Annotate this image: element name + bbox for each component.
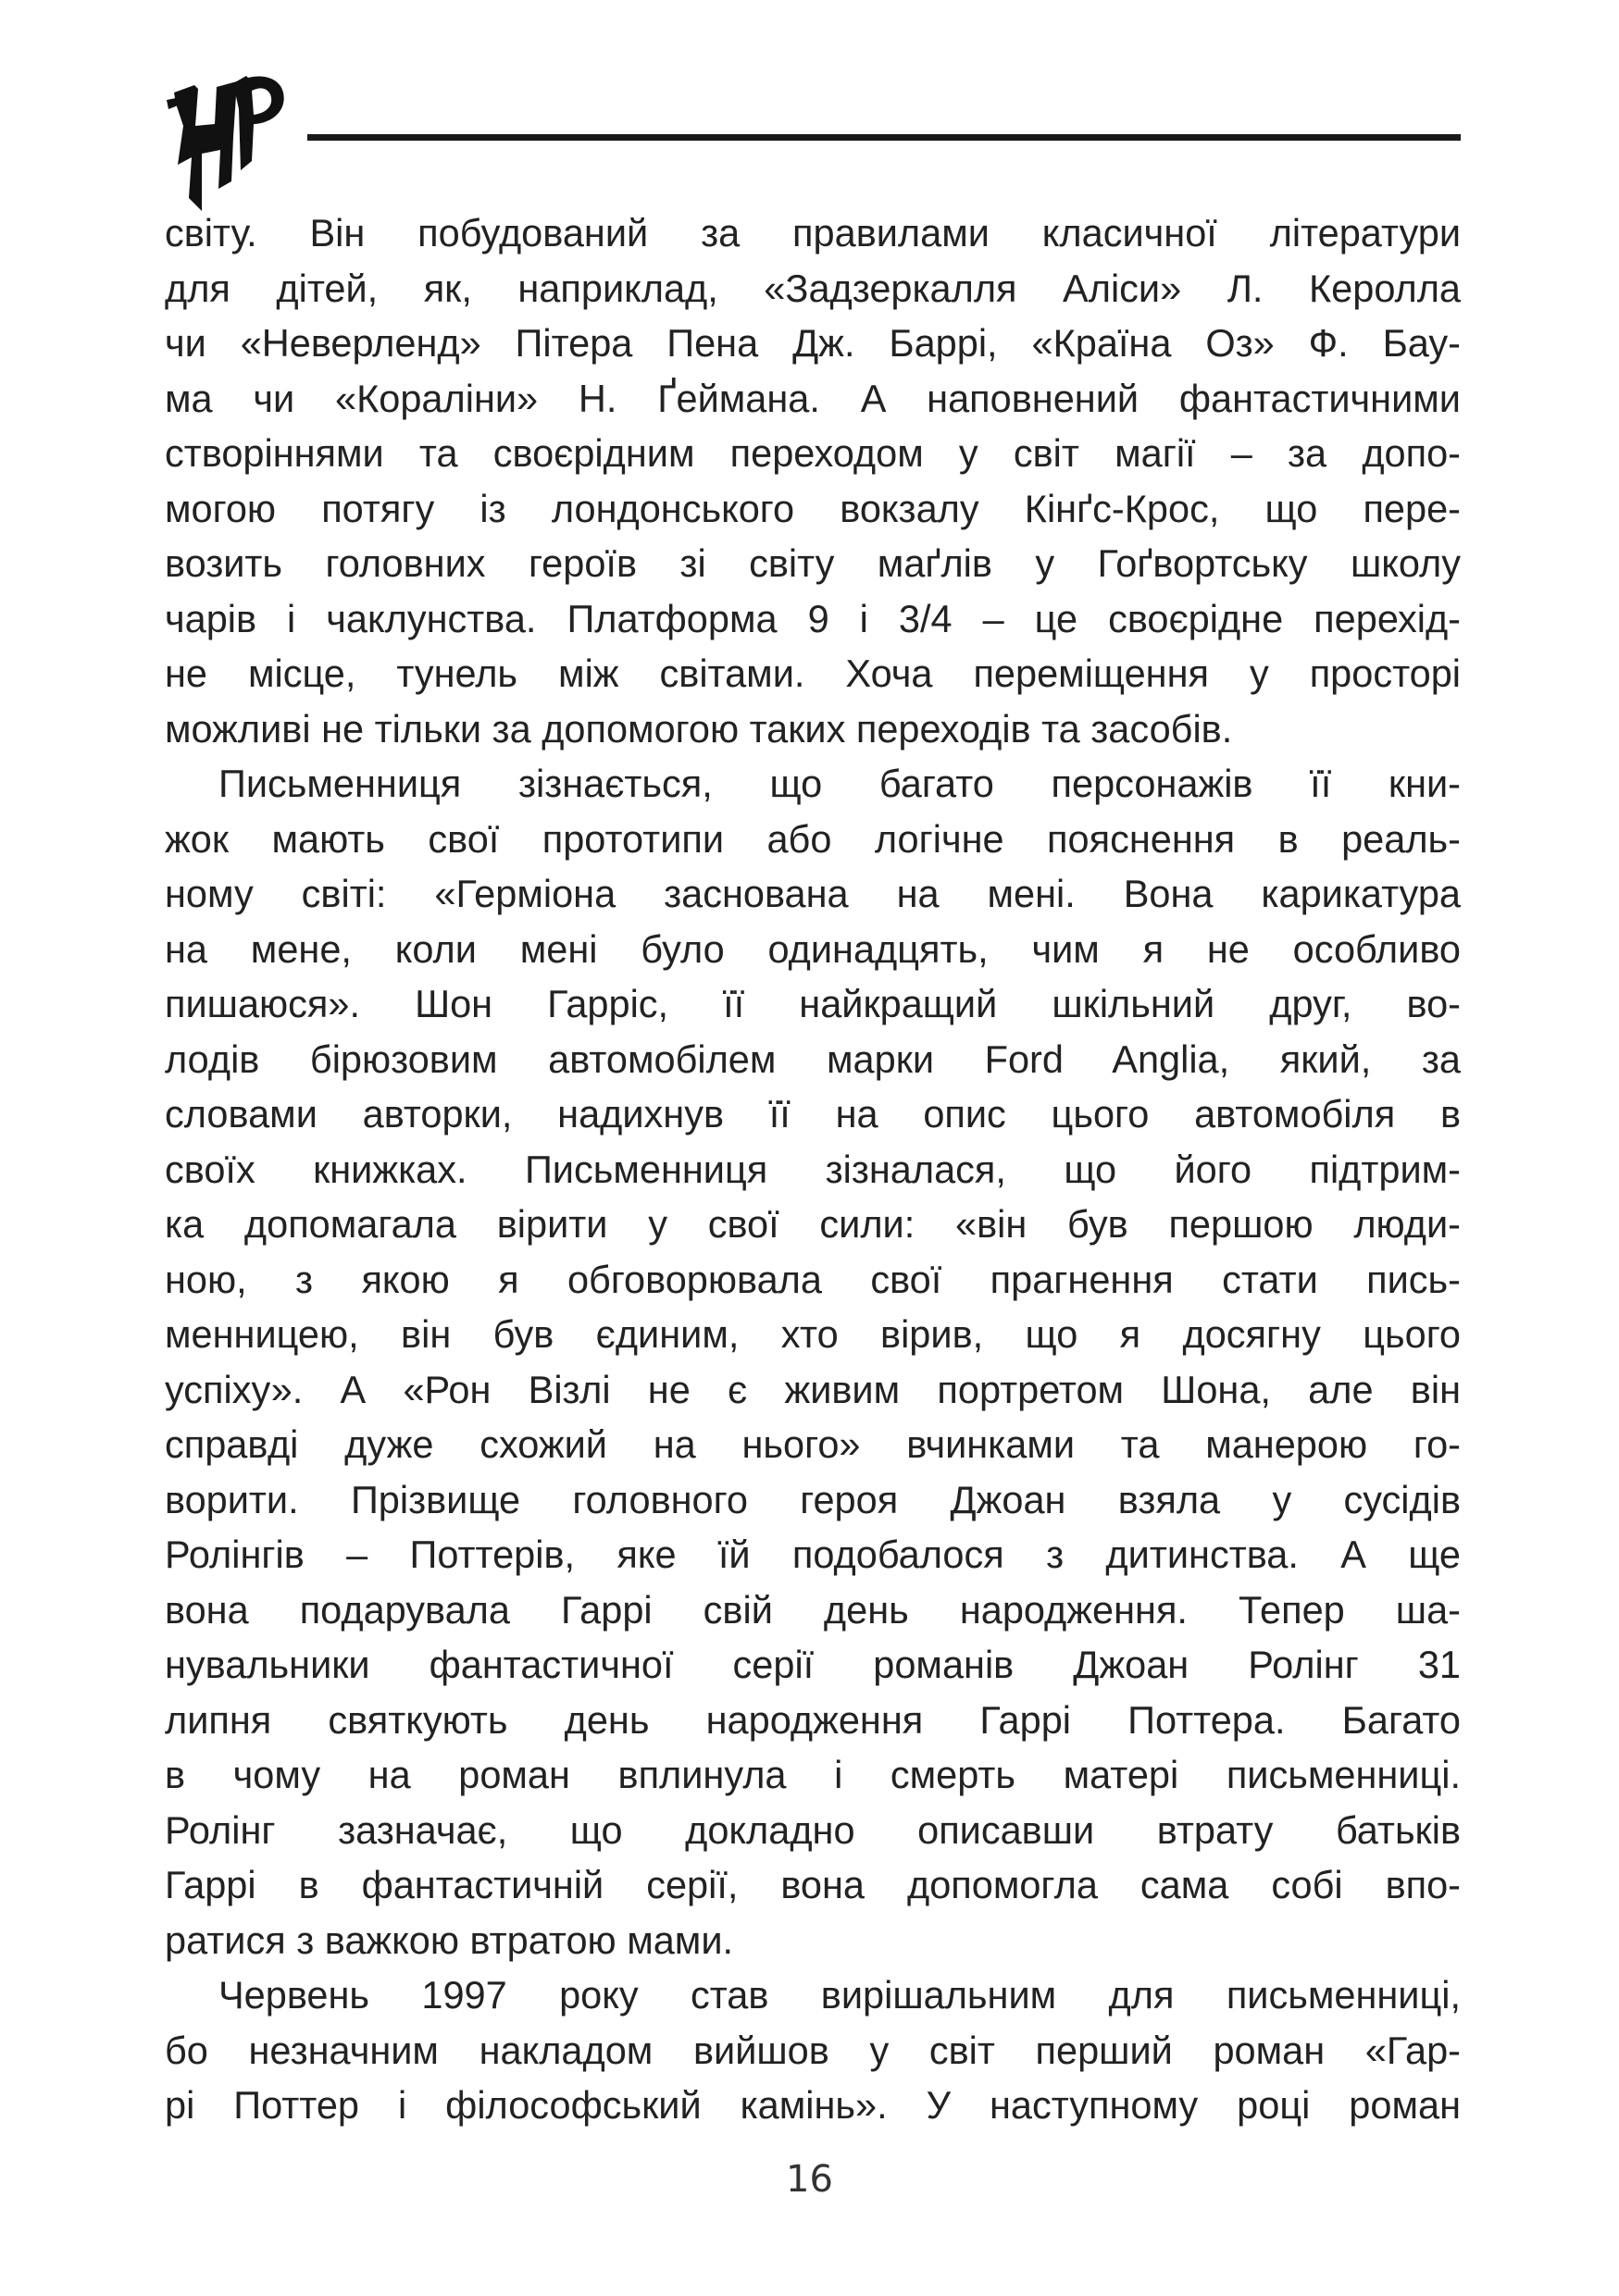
text-line: ному світі: «Герміона заснована на мені. Вона карикатура bbox=[165, 872, 1461, 915]
text-line: словами авторки, надихнув її на опис цього автомобіля в bbox=[165, 1092, 1461, 1136]
text-line: менницею, він був єдиним, хто вірив, що я досягну цього bbox=[165, 1312, 1461, 1356]
text-line: возить головних героїв зі світу маґлів у Гоґвортську школу bbox=[165, 541, 1461, 585]
text-line: ною, з якою я обговорювала свої прагнення стати пись- bbox=[165, 1257, 1461, 1301]
text-line: Ролінгів – Поттерів, яке їй подобалося з дитинства. А ще bbox=[165, 1533, 1461, 1576]
text-line: ма чи «Кораліни» Н. Ґеймана. А наповнений фантастичними bbox=[165, 376, 1461, 420]
body-text bbox=[165, 205, 1461, 2133]
text-line: своїх книжках. Письменниця зізналася, що його підтрим- bbox=[165, 1147, 1461, 1191]
text-line: пишаюся». Шон Гарріс, її найкращий шкільний друг, во- bbox=[165, 982, 1461, 1025]
text-line: вона подарувала Гаррі свій день народження. Тепер ша- bbox=[165, 1587, 1461, 1632]
text-line: Червень 1997 року став вирішальним для письменниці, bbox=[218, 1973, 1461, 2017]
text-line: Гаррі в фантастичній серії, вона допомогла сама собі впо- bbox=[165, 1863, 1461, 1906]
text-line: справді дуже схожий на нього» вчинками та манерою го- bbox=[165, 1422, 1461, 1466]
text-line: ка допомагала вірити у свої сили: «він був першою люди- bbox=[165, 1202, 1461, 1246]
text-line: успіху». А «Рон Візлі не є живим портретом Шона, але він bbox=[165, 1367, 1461, 1411]
text-line: чарів і чаклунства. Платформа 9 і 3/4 – це своєрідне перехід- bbox=[165, 596, 1461, 640]
text-line: лодів бірюзовим автомобілем марки Ford Anglia, який, за bbox=[165, 1036, 1461, 1081]
text-line: ратися з важкою втратою мами. bbox=[165, 1917, 734, 1962]
text-line: не місце, тунель між світами. Хоча переміщення у просторі bbox=[165, 652, 1461, 695]
text-line: липня святкують день народження Гаррі Поттера. Багато bbox=[165, 1697, 1461, 1742]
text-line: для дітей, як, наприклад, «Задзеркалля Аліси» Л. Керолла bbox=[165, 266, 1461, 310]
text-line: світу. Він побудований за правилами класичної літератури bbox=[165, 211, 1461, 254]
text-line: Письменниця зізнається, що багато персонажів її кни- bbox=[218, 762, 1461, 805]
text-line: нувальники фантастичної серії романів Джоан Ролінг 31 bbox=[165, 1643, 1461, 1686]
text-line: чи «Неверленд» Пітера Пена Дж. Баррі, «Країна Оз» Ф. Бау- bbox=[165, 321, 1461, 365]
text-line: рі Поттер і філософський камінь». У наступному році роман bbox=[165, 2083, 1461, 2127]
text-line: можливі не тільки за допомогою таких переходів та засобів. bbox=[165, 706, 1233, 751]
hp-logo bbox=[167, 72, 296, 211]
text-line: ворити. Прізвище головного героя Джоан взяла у сусідів bbox=[165, 1477, 1461, 1521]
text-line: в чому на роман вплинула і смерть матері письменниці. bbox=[165, 1753, 1461, 1796]
page-number: 16 bbox=[786, 2158, 833, 2201]
hp-logo-graphic bbox=[167, 72, 296, 211]
text-line: бо незначним накладом вийшов у світ перший роман «Гар- bbox=[165, 2028, 1461, 2072]
header-rule bbox=[307, 134, 1461, 141]
text-line: Ролінг зазначає, що докладно описавши втрату батьків bbox=[165, 1807, 1461, 1852]
text-line: могою потягу із лондонського вокзалу Кінґс-Крос, що пере- bbox=[165, 486, 1461, 530]
text-line: створіннями та своєрідним переходом у світ магії – за допо- bbox=[165, 431, 1461, 475]
text-line: на мене, коли мені було одинадцять, чим я не особливо bbox=[165, 926, 1461, 971]
text-line: жок мають свої прототипи або логічне пояснення в реаль- bbox=[165, 816, 1461, 861]
